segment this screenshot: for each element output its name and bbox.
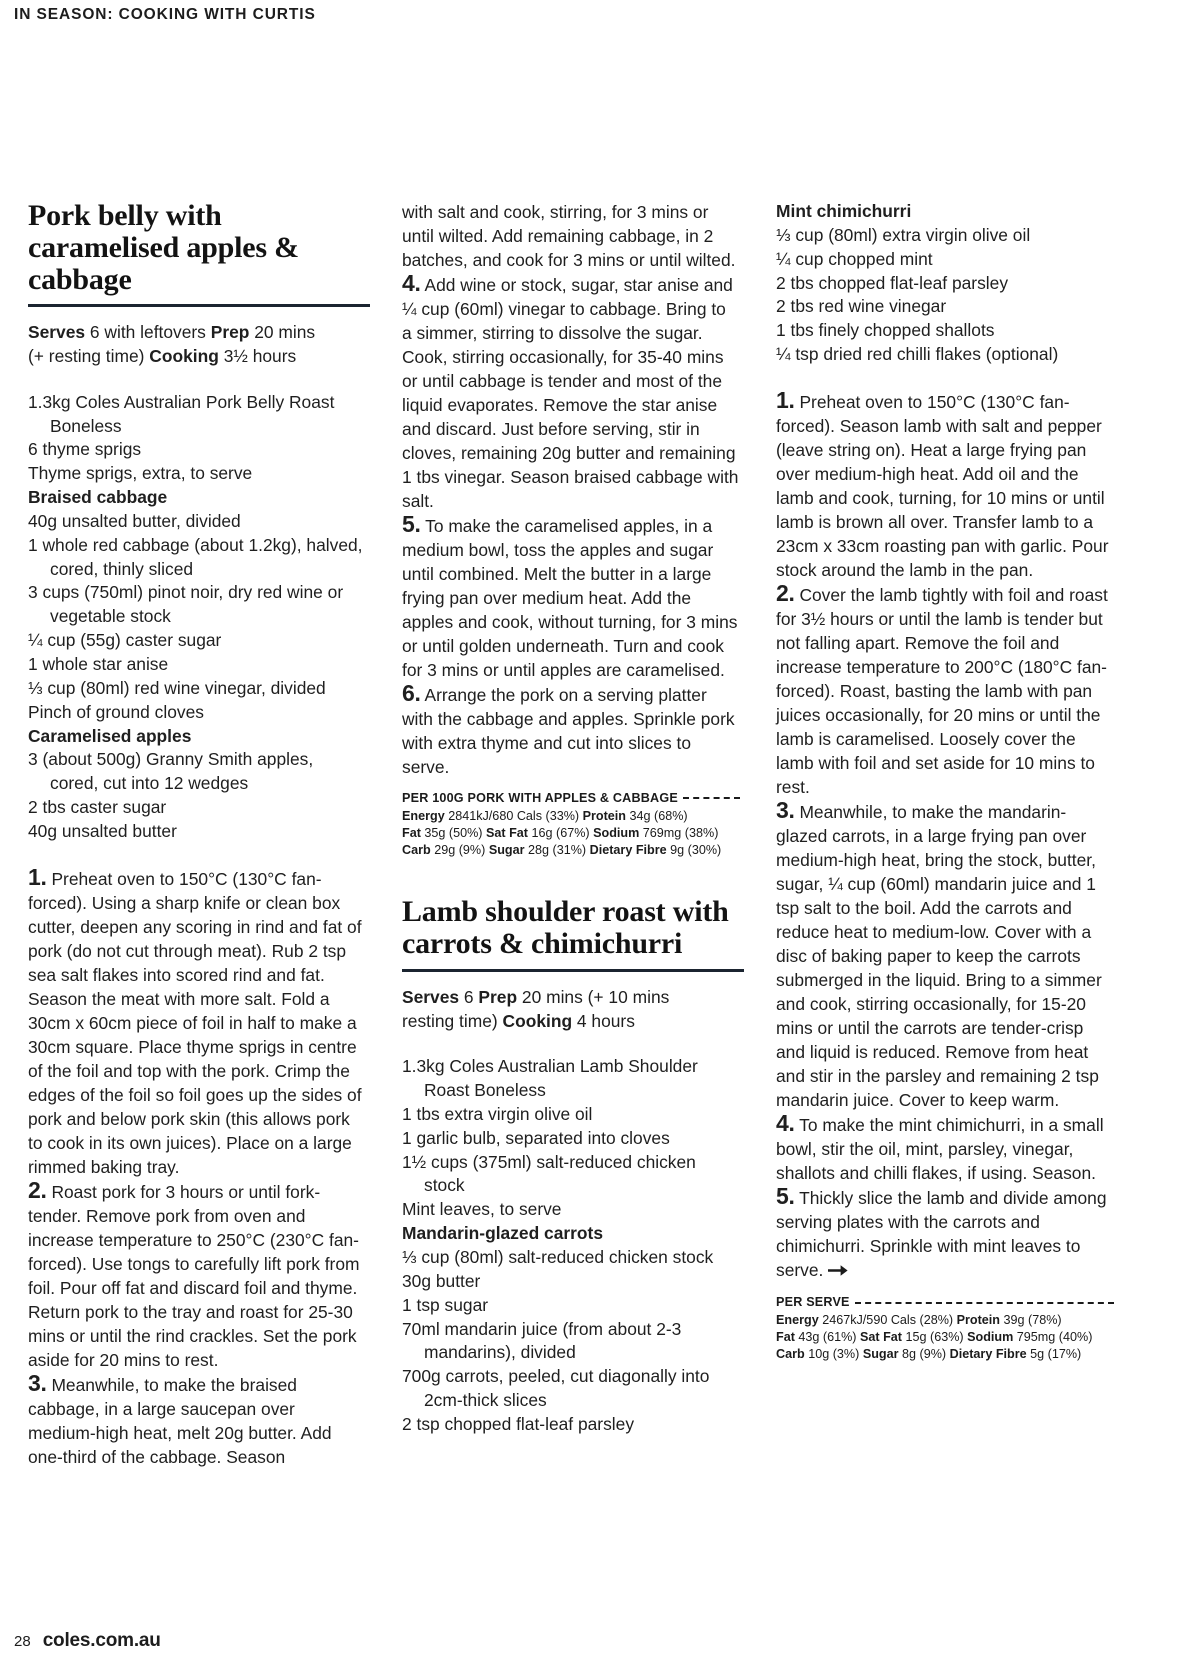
nutrition-value: 29g (9%) <box>430 843 489 858</box>
step-number: 5. <box>402 511 421 538</box>
method-step <box>776 386 1114 582</box>
resting-note: (+ resting time) <box>28 346 150 367</box>
nutrition-label: Fat <box>776 1329 795 1344</box>
dashed-rule <box>855 1302 1114 1304</box>
ingredient-item: 40g unsalted butter <box>28 820 177 841</box>
method-step <box>28 1372 366 1469</box>
nutrition-value: 769mg (38%) <box>639 825 719 840</box>
cooking-label: Cooking <box>149 346 219 367</box>
nutrition-label: Dietary Fibre <box>949 1347 1027 1362</box>
column-3 <box>776 200 1136 1469</box>
step-text: Roast pork for 3 hours or until fork-tender. Remove pork from oven and increase temperature to 250°C (230°C fan-forced). Use tongs to carefully lift pork from foil. Pour off fat and discard foil and thyme. Return pork to the tray and roast for 25-30 mins or until the rind crackles. Set the pork aside for 20 mins to rest. <box>28 1181 360 1371</box>
recipe-meta-lamb <box>402 986 740 1033</box>
website-label[interactable]: coles.com.au <box>42 1630 161 1651</box>
ingredient-item: ⅓ cup (80ml) red wine vinegar, divided <box>28 677 326 698</box>
nutrition-value: 16g (67%) <box>528 825 594 840</box>
nutrition-line <box>776 1312 1114 1328</box>
ingredient-list-lamb-continued <box>776 200 1114 367</box>
step-text: Meanwhile, to make the braised cabbage, in a large saucepan over medium-high heat, melt 20g butter. Add one-third of the cabbage. Season <box>28 1375 332 1468</box>
nutrition-label: Energy <box>402 808 445 823</box>
nutrition-label: Sat Fat <box>860 1329 902 1344</box>
cooking-label: Cooking <box>502 1010 573 1031</box>
continue-arrow-icon <box>828 1259 848 1283</box>
ingredient-item: ¼ tsp dried red chilli flakes (optional) <box>776 344 1059 365</box>
cooking-value: 4 hours <box>572 1010 635 1031</box>
article-columns <box>28 200 1178 1469</box>
step-text: Meanwhile, to make the mandarin-glazed carrots, in a large frying pan over medium-high heat, bring the stock, butter, sugar, ¼ cup (60ml) mandarin juice and 1 tsp salt to the boil. Add the carrots and reduce heat to medium-low. Cover with a disc of baking paper to keep the carrots submerged in the liquid. Bring to a simmer and cook, stirring occasionally, for 15-20 mins or until the carrots are tender-crisp and liquid is reduced. Remove from heat and stir in the parsley and remaining 2 tsp mandarin juice. Cover to keep warm. <box>776 802 1102 1111</box>
nutrition-label: Sugar <box>488 843 525 858</box>
ingredient-item: Thyme sprigs, extra, to serve <box>28 463 253 484</box>
recipe-title-pork: Pork belly with caramelised apples & cabbage <box>28 199 299 296</box>
nutrition-heading: PER 100G PORK WITH APPLES & CABBAGE <box>402 791 678 806</box>
ingredient-item: 2 tsp chopped flat-leaf parsley <box>402 1413 635 1434</box>
resting-note: resting time) <box>402 1010 503 1031</box>
nutrition-line <box>402 808 740 824</box>
nutrition-label: Fat <box>402 825 421 840</box>
step-number: 4. <box>776 1110 795 1137</box>
nutrition-label: Sodium <box>967 1329 1014 1344</box>
nutrition-line <box>776 1346 1114 1362</box>
method-step <box>28 863 366 1179</box>
page-footer <box>14 1630 161 1652</box>
ingredient-item: 1.3kg Coles Australian Pork Belly Roast Boneless <box>28 391 335 436</box>
nutrition-line <box>776 1329 1114 1345</box>
step-number: 4. <box>402 270 421 297</box>
nutrition-value: 35g (50%) <box>420 825 486 840</box>
ingredient-subheading: Mint chimichurri <box>776 201 912 221</box>
recipe-meta-pork <box>28 321 366 368</box>
step-text: To make the mint chimichurri, in a small bowl, stir the oil, mint, parsley, vinegar, shallots and chilli flakes, if using. Season. <box>776 1115 1104 1184</box>
step-number: 6. <box>402 680 421 707</box>
ingredient-item: 1 whole star anise <box>28 654 169 675</box>
column-2 <box>402 200 762 1469</box>
method-lamb <box>776 386 1114 1284</box>
nutrition-value: 15g (63%) <box>902 1329 968 1344</box>
method-step <box>776 1185 1114 1283</box>
nutrition-line <box>402 825 740 841</box>
prep-label: Prep <box>210 322 250 343</box>
step-number: 2. <box>28 1176 47 1203</box>
nutrition-heading-row <box>776 1294 1114 1310</box>
method-step <box>28 1176 366 1372</box>
method-step <box>402 272 740 513</box>
page-number: 28 <box>14 1633 31 1650</box>
nutrition-label: Sugar <box>862 1347 899 1362</box>
ingredient-subheading: Caramelised apples <box>28 725 192 746</box>
nutrition-label: Protein <box>582 808 626 823</box>
step-text: Cover the lamb tightly with foil and roast for 3½ hours or until the lamb is tender but not falling apart. Remove the foil and increase temperature to 200°C (180°C fan-forced). Roast, basting the lamb with pan juices occasionally, for 20 mins or until the lamb is caramelised. Loosely cover the lamb with foil and set aside for 10 mins to rest. <box>776 585 1108 798</box>
step-text-continued: with salt and cook, stirring, for 3 mins or until wilted. Add remaining cabbage, in 2 batches, and cook for 3 mins or until wilted. <box>402 202 736 271</box>
serves-value: 6 <box>459 986 479 1007</box>
nutrition-value: 34g (68%) <box>626 808 688 823</box>
step-text: Thickly slice the lamb and divide among serving plates with the carrots and chimichurri. Sprinkle with mint leaves to serve. <box>776 1188 1107 1281</box>
ingredient-item: 1 garlic bulb, separated into cloves <box>402 1127 670 1148</box>
prep-label: Prep <box>478 986 518 1007</box>
ingredient-item: 1.3kg Coles Australian Lamb Shoulder Roast Boneless <box>402 1056 698 1101</box>
method-step <box>776 1112 1114 1185</box>
nutrition-value: 9g (30%) <box>666 843 722 858</box>
ingredient-item: 1 tbs finely chopped shallots <box>776 320 995 341</box>
ingredient-item: ¼ cup (55g) caster sugar <box>28 630 222 651</box>
running-head: IN SEASON: COOKING WITH CURTIS <box>14 6 316 23</box>
ingredient-item: 700g carrots, peeled, cut diagonally into 2cm-thick slices <box>402 1366 710 1411</box>
nutrition-value: 28g (31%) <box>524 843 590 858</box>
ingredient-item: 2 tbs red wine vinegar <box>776 296 947 317</box>
step-number: 1. <box>776 386 795 413</box>
nutrition-heading: PER SERVE <box>776 1295 850 1310</box>
nutrition-label: Sodium <box>593 825 640 840</box>
ingredient-item: 1½ cups (375ml) salt-reduced chicken stock <box>402 1151 696 1196</box>
method-step <box>776 582 1114 799</box>
ingredient-subheading: Mandarin-glazed carrots <box>402 1223 604 1244</box>
ingredient-item: ¼ cup chopped mint <box>776 248 933 269</box>
nutrition-label: Energy <box>776 1312 819 1327</box>
step-text: Add wine or stock, sugar, star anise and ¼ cup (60ml) vinegar to cabbage. Bring to a simmer, stirring to dissolve the sugar. Cook, stirring occasionally, for 35-40 mins or until cabbage is tender and most of the liquid evaporates. Remove the star anise and discard. Just before serving, stir in cloves, remaining 20g butter and remaining 1 tbs vinegar. Season braised cabbage with salt. <box>402 275 739 512</box>
ingredient-item: 2 tbs chopped flat-leaf parsley <box>776 272 1009 293</box>
nutrition-value: 795mg (40%) <box>1013 1329 1093 1344</box>
ingredient-item: 3 (about 500g) Granny Smith apples, cored, cut into 12 wedges <box>28 749 314 794</box>
nutrition-value: 8g (9%) <box>898 1347 950 1362</box>
nutrition-value: 43g (61%) <box>794 1329 860 1344</box>
step-number: 2. <box>776 580 795 607</box>
nutrition-label: Carb <box>402 843 431 858</box>
nutrition-panel-pork <box>402 790 740 858</box>
cooking-value: 3½ hours <box>218 346 297 367</box>
ingredient-item: 1 tsp sugar <box>402 1294 489 1315</box>
nutrition-value: 2467kJ/590 Cals (28%) <box>818 1312 957 1327</box>
ingredient-item: 1 whole red cabbage (about 1.2kg), halved, cored, thinly sliced <box>28 534 363 579</box>
title-rule <box>28 304 370 307</box>
serves-label: Serves <box>402 986 460 1007</box>
nutrition-value: 5g (17%) <box>1026 1347 1082 1362</box>
step-text: To make the caramelised apples, in a medium bowl, toss the apples and sugar until combined. Melt the butter in a large frying pan over medium heat. Add the apples and cook, without turning, for 3 mins or until golden underneath. Turn and cook for 3 mins or until apples are caramelised. <box>402 516 738 681</box>
recipe-title-lamb: Lamb shoulder roast with carrots & chimichurri <box>402 895 729 961</box>
ingredient-list-pork <box>28 391 366 844</box>
ingredient-item: 30g butter <box>402 1270 481 1291</box>
nutrition-value: 10g (3%) <box>804 1347 863 1362</box>
method-step <box>776 799 1114 1112</box>
nutrition-label: Sat Fat <box>486 825 528 840</box>
step-number: 3. <box>776 797 795 824</box>
ingredient-item: Mint leaves, to serve <box>402 1199 562 1220</box>
nutrition-panel-lamb <box>776 1294 1114 1362</box>
nutrition-label: Carb <box>776 1347 805 1362</box>
step-text: Arrange the pork on a serving platter with the cabbage and apples. Sprinkle pork with extra thyme and cut into slices to serve. <box>402 685 735 778</box>
prep-value: 20 mins <box>249 322 316 343</box>
nutrition-heading-row <box>402 790 740 806</box>
dashed-rule <box>683 797 740 799</box>
step-text: Preheat oven to 150°C (130°C fan-forced). Season lamb with salt and pepper (leave string on). Heat a large frying pan over medium-high heat. Add oil and the lamb and cook, turning, for 10 mins or until lamb is brown all over. Transfer lamb to a 23cm x 33cm roasting pan with garlic. Pour stock around the lamb in the pan. <box>776 391 1109 581</box>
ingredient-item: 3 cups (750ml) pinot noir, dry red wine or vegetable stock <box>28 582 344 627</box>
column-1 <box>28 200 388 1469</box>
nutrition-label: Protein <box>956 1312 1000 1327</box>
method-pork-part2 <box>402 200 740 779</box>
step-text: Preheat oven to 150°C (130°C fan-forced). Using a sharp knife or clean box cutter, deepen any scoring in rind and fat of pork (do not cut through meat). Rub 2 tsp sea salt flakes into scored rind and fat. Season the meat with more salt. Fold a 30cm x 60cm piece of foil in half to make a 30cm square. Place thyme sprigs in centre of the foil and top with the pork. Crimp the edges of the foil so foil goes up the sides of pork and below pork skin (this allows pork to cook in its own juices). Place on a large rimmed baking tray. <box>28 868 362 1177</box>
ingredient-item: ⅓ cup (80ml) extra virgin olive oil <box>776 224 1031 245</box>
title-rule <box>402 969 744 972</box>
nutrition-value: 2841kJ/680 Cals (33%) <box>444 808 583 823</box>
ingredient-item: ⅓ cup (80ml) salt-reduced chicken stock <box>402 1247 714 1267</box>
nutrition-value: 39g (78%) <box>1000 1312 1062 1327</box>
nutrition-label: Dietary Fibre <box>589 843 667 858</box>
step-number: 5. <box>776 1183 795 1210</box>
ingredient-item: 70ml mandarin juice (from about 2-3 mandarins), divided <box>402 1318 682 1363</box>
method-step <box>402 513 740 682</box>
ingredient-item: 2 tbs caster sugar <box>28 797 167 818</box>
ingredient-item: Pinch of ground cloves <box>28 701 204 722</box>
method-pork-part1 <box>28 863 366 1469</box>
serves-label: Serves <box>28 322 86 343</box>
ingredient-item: 40g unsalted butter, divided <box>28 510 241 531</box>
method-step <box>402 682 740 779</box>
serves-value: 6 with leftovers <box>85 322 211 343</box>
prep-value: 20 mins (+ 10 mins <box>517 986 670 1007</box>
ingredient-list-lamb <box>402 1055 740 1437</box>
ingredient-item: 1 tbs extra virgin olive oil <box>402 1103 593 1124</box>
nutrition-line <box>402 842 740 858</box>
ingredient-item: 6 thyme sprigs <box>28 439 142 460</box>
step-number: 1. <box>28 863 47 890</box>
ingredient-subheading: Braised cabbage <box>28 487 168 508</box>
step-number: 3. <box>28 1370 47 1397</box>
